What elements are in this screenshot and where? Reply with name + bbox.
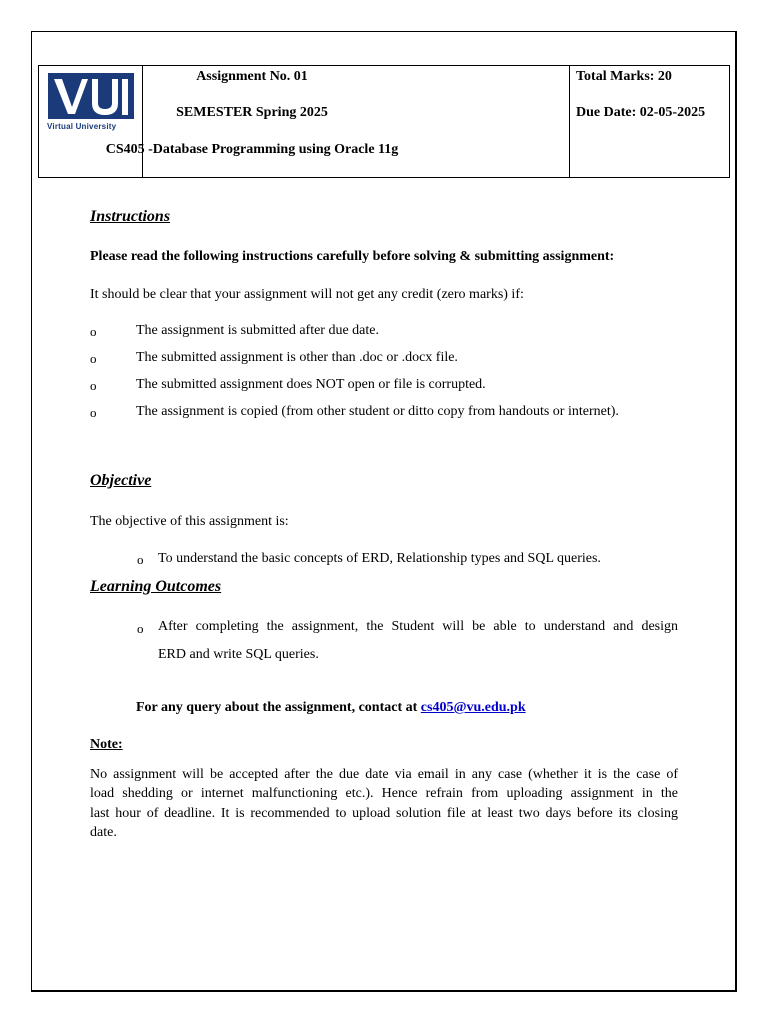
- semester: SEMESTER Spring 2025: [176, 105, 328, 120]
- marks-cell: [570, 66, 729, 177]
- note-line-4: date.: [90, 825, 117, 840]
- bullet-icon: o: [90, 378, 97, 393]
- contact-line: [136, 700, 526, 716]
- course-title: CS405 -Database Programming using Oracle 11g: [105, 142, 399, 157]
- bullet-icon: o: [90, 351, 97, 366]
- note-line-1: No assignment will be accepted after the due date via email in any case (whether it is the case of: [90, 767, 678, 782]
- list-item: The submitted assignment is other than .doc or .docx file.: [136, 350, 458, 365]
- bullet-icon: o: [90, 324, 97, 339]
- assignment-number: Assignment No. 01: [196, 69, 308, 84]
- objective-heading: Objective: [90, 472, 152, 489]
- header-table: [38, 65, 730, 178]
- bullet-icon: o: [137, 552, 144, 567]
- outcomes-line-2: ERD and write SQL queries.: [158, 647, 319, 662]
- outcomes-line-1: After completing the assignment, the Student will be able to understand and design: [158, 619, 678, 634]
- list-item: To understand the basic concepts of ERD, Relationship types and SQL queries.: [158, 551, 601, 566]
- title-cell: [105, 66, 570, 177]
- due-date: Due Date: 02-05-2025: [576, 105, 706, 120]
- total-marks: Total Marks: 20: [576, 69, 672, 84]
- instructions-heading: Instructions: [90, 208, 171, 225]
- outcomes-heading: Learning Outcomes: [90, 578, 222, 595]
- bullet-icon: o: [137, 621, 144, 636]
- note-heading: Note:: [90, 737, 123, 752]
- instructions-lead: Please read the following instructions carefully before solving & submitting assignment:: [90, 249, 615, 264]
- note-line-3: last hour of deadline. It is recommended to upload solution file at least two days before its closing: [90, 806, 678, 821]
- list-item: The assignment is copied (from other student or ditto copy from handouts or internet).: [136, 404, 619, 419]
- bullet-icon: o: [90, 405, 97, 420]
- note-line-2: load shedding or internet malfunctioning etc.). Hence refrain from uploading assignment in the: [90, 786, 678, 801]
- list-item: The submitted assignment does NOT open or file is corrupted.: [136, 377, 486, 392]
- logo-caption: Virtual University: [47, 122, 117, 131]
- contact-text: For any query about the assignment, contact at: [136, 700, 421, 715]
- list-item: The assignment is submitted after due date.: [136, 323, 379, 338]
- contact-email-link[interactable]: cs405@vu.edu.pk: [420, 700, 526, 715]
- instructions-intro: It should be clear that your assignment will not get any credit (zero marks) if:: [90, 287, 524, 302]
- objective-intro: The objective of this assignment is:: [90, 514, 289, 529]
